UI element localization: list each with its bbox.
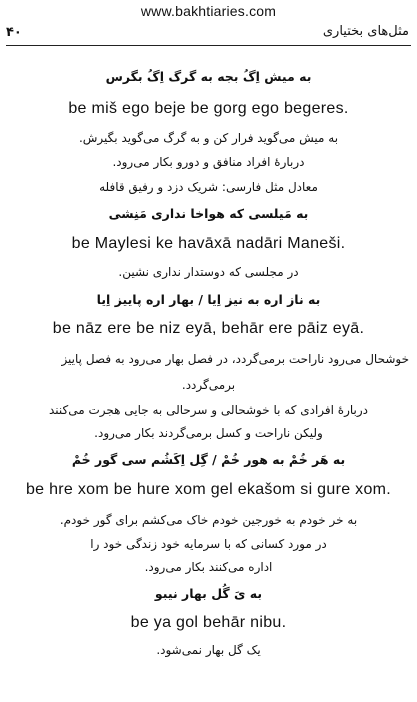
explanation-4-line-2: در مورد کسانی که با سرمایه خود زندگی خود را — [90, 537, 327, 551]
proverb-3: به ناز اره به نیز اِیا / بهار اره پاییز اِیا — [96, 292, 321, 307]
site-url: www.bakhtiaries.com — [140, 3, 277, 19]
proverb-1: به میش اِگُ بجه به گرگ اِگُ بگرس — [105, 69, 312, 84]
book-title: مثل‌های بختیاری — [322, 24, 409, 39]
page-header — [6, 22, 411, 42]
explanation-1-line-1: به میش می‌گوید فرار کن و به گرگ می‌گوید بگیرش. — [78, 131, 339, 145]
explanation-3-line-4: ولیکن ناراحت و کسل برمی‌گردند بکار می‌رود. — [94, 426, 323, 440]
explanation-1-line-3: معادل مثل فارسی: شریک دزد و رفیق قافله — [99, 180, 318, 194]
transliteration-3: be nāz ere be niz eyā, behār ere pāiz eyā. — [52, 320, 365, 337]
transliteration-5: be ya gol behār nibu. — [130, 614, 287, 631]
header-divider — [6, 45, 411, 46]
explanation-1-line-2: دربارهٔ افراد منافق و دورو بکار می‌رود. — [112, 155, 305, 169]
explanation-4-line-1: به خر خودم به خورجین خودم خاک می‌کشم برای گور خودم. — [59, 513, 358, 527]
explanation-5-line-1: یک گل بهار نمی‌شود. — [156, 643, 261, 657]
proverb-5: به یَ گُل بهار نیبو — [154, 586, 263, 601]
proverb-2: به مَیلسی که هواخا نداری مَنِشی — [108, 206, 309, 221]
transliteration-1: be miš ego beje be gorg ego begeres. — [68, 100, 349, 117]
proverb-4: به هَر خُمْ به هور خُمْ / گِل اِکَشُم سی گور خُمْ — [71, 452, 346, 467]
explanation-2-line-1: در مجلسی که دوستدار نداری نشین. — [118, 265, 299, 279]
explanation-3-line-3: دربارهٔ افرادی که با خوشحالی و سرحالی به جایی هجرت می‌کنند — [48, 403, 369, 417]
transliteration-4: be hre xom be hure xom gel ekašom si gure xom. — [25, 481, 392, 498]
explanation-4-line-3: اداره می‌کنند بکار می‌رود. — [144, 560, 273, 574]
page-number: ۴۰ — [6, 25, 22, 40]
explanation-3-line-2: برمی‌گردد. — [181, 378, 236, 392]
explanation-3-line-1: خوشحال می‌رود ناراحت برمی‌گردد، در فصل بهار می‌رود به فصل پاییز — [61, 352, 409, 366]
transliteration-2: be Maylesi ke havāxā nadāri Maneši. — [71, 235, 346, 252]
